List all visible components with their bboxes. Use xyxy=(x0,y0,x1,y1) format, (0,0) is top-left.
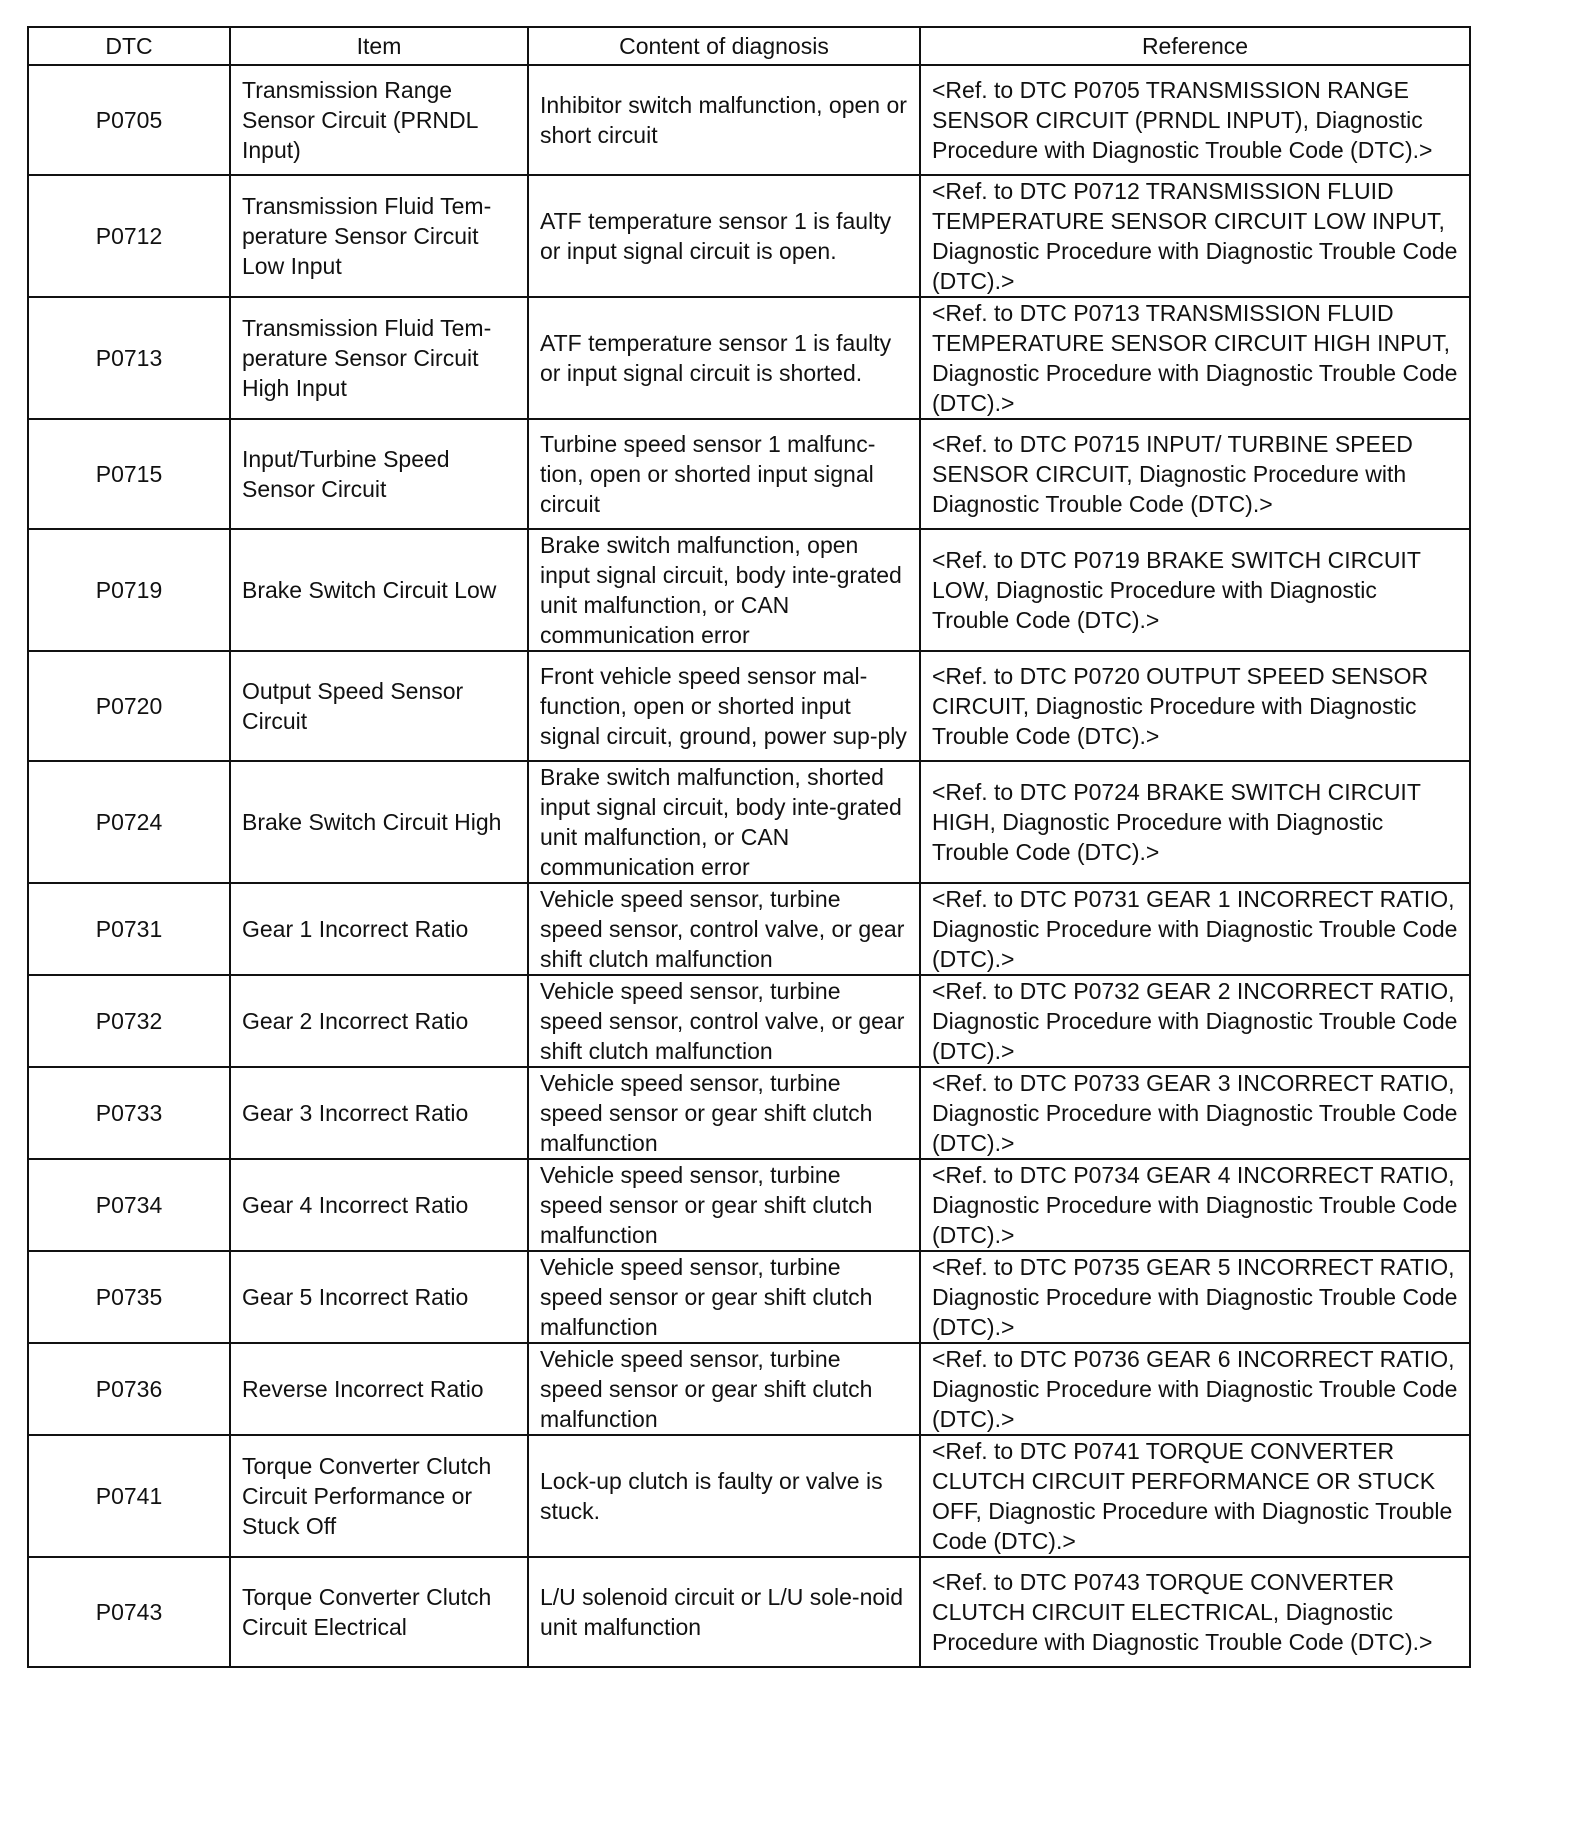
diagnosis-content-cell: Vehicle speed sensor, turbine speed sensor, control valve, or gear shift clutch malfunction xyxy=(528,883,920,975)
reference-cell: <Ref. to DTC P0734 GEAR 4 INCORRECT RATIO, Diagnostic Procedure with Diagnostic Trouble Code (DTC).> xyxy=(920,1159,1470,1251)
table-row xyxy=(28,419,1470,529)
dtc-code-cell: P0732 xyxy=(28,975,230,1067)
item-cell: Reverse Incorrect Ratio xyxy=(230,1343,528,1435)
diagnosis-content-cell: Inhibitor switch malfunction, open or short circuit xyxy=(528,65,920,175)
dtc-code-cell: P0712 xyxy=(28,175,230,297)
table-body xyxy=(28,65,1470,1667)
table-row xyxy=(28,1067,1470,1159)
reference-cell: <Ref. to DTC P0731 GEAR 1 INCORRECT RATIO, Diagnostic Procedure with Diagnostic Trouble Code (DTC).> xyxy=(920,883,1470,975)
reference-cell: <Ref. to DTC P0736 GEAR 6 INCORRECT RATIO, Diagnostic Procedure with Diagnostic Trouble Code (DTC).> xyxy=(920,1343,1470,1435)
diagnosis-content-cell: ATF temperature sensor 1 is faulty or input signal circuit is open. xyxy=(528,175,920,297)
table-row xyxy=(28,1435,1470,1557)
dtc-code-cell: P0735 xyxy=(28,1251,230,1343)
diagnosis-content-cell: L/U solenoid circuit or L/U sole-noid unit malfunction xyxy=(528,1557,920,1667)
item-cell: Gear 4 Incorrect Ratio xyxy=(230,1159,528,1251)
header-content-of-diagnosis: Content of diagnosis xyxy=(528,27,920,65)
table-row xyxy=(28,975,1470,1067)
dtc-code-cell: P0736 xyxy=(28,1343,230,1435)
reference-cell: <Ref. to DTC P0712 TRANSMISSION FLUID TEMPERATURE SENSOR CIRCUIT LOW INPUT, Diagnostic Procedure with Diagnostic Trouble Code (DTC).> xyxy=(920,175,1470,297)
table-row xyxy=(28,175,1470,297)
reference-cell: <Ref. to DTC P0732 GEAR 2 INCORRECT RATIO, Diagnostic Procedure with Diagnostic Trouble Code (DTC).> xyxy=(920,975,1470,1067)
diagnosis-content-cell: Turbine speed sensor 1 malfunc-tion, open or shorted input signal circuit xyxy=(528,419,920,529)
diagnosis-content-cell: Vehicle speed sensor, turbine speed sensor or gear shift clutch malfunction xyxy=(528,1067,920,1159)
reference-cell: <Ref. to DTC P0735 GEAR 5 INCORRECT RATIO, Diagnostic Procedure with Diagnostic Trouble Code (DTC).> xyxy=(920,1251,1470,1343)
header-row xyxy=(28,27,1470,65)
item-cell: Output Speed Sensor Circuit xyxy=(230,651,528,761)
table-row xyxy=(28,1251,1470,1343)
item-cell: Transmission Fluid Tem-perature Sensor Circuit Low Input xyxy=(230,175,528,297)
dtc-code-cell: P0743 xyxy=(28,1557,230,1667)
dtc-code-cell: P0734 xyxy=(28,1159,230,1251)
table-row xyxy=(28,1557,1470,1667)
diagnosis-content-cell: Front vehicle speed sensor mal-function, open or shorted input signal circuit, ground, power sup-ply xyxy=(528,651,920,761)
dtc-table xyxy=(27,26,1471,1668)
table-row xyxy=(28,883,1470,975)
diagnosis-content-cell: Vehicle speed sensor, turbine speed sensor, control valve, or gear shift clutch malfunction xyxy=(528,975,920,1067)
dtc-code-cell: P0715 xyxy=(28,419,230,529)
dtc-code-cell: P0719 xyxy=(28,529,230,651)
dtc-code-cell: P0724 xyxy=(28,761,230,883)
diagnosis-content-cell: Vehicle speed sensor, turbine speed sensor or gear shift clutch malfunction xyxy=(528,1251,920,1343)
diagnosis-content-cell: Vehicle speed sensor, turbine speed sensor or gear shift clutch malfunction xyxy=(528,1343,920,1435)
reference-cell: <Ref. to DTC P0719 BRAKE SWITCH CIRCUIT LOW, Diagnostic Procedure with Diagnostic Trouble Code (DTC).> xyxy=(920,529,1470,651)
reference-cell: <Ref. to DTC P0741 TORQUE CONVERTER CLUTCH CIRCUIT PERFORMANCE OR STUCK OFF, Diagnostic Procedure with Diagnostic Trouble Code (DTC).> xyxy=(920,1435,1470,1557)
item-cell: Brake Switch Circuit High xyxy=(230,761,528,883)
item-cell: Torque Converter Clutch Circuit Electrical xyxy=(230,1557,528,1667)
diagnosis-content-cell: Brake switch malfunction, shorted input signal circuit, body inte-grated unit malfunction, or CAN communication error xyxy=(528,761,920,883)
item-cell: Gear 5 Incorrect Ratio xyxy=(230,1251,528,1343)
reference-cell: <Ref. to DTC P0705 TRANSMISSION RANGE SENSOR CIRCUIT (PRNDL INPUT), Diagnostic Procedure with Diagnostic Trouble Code (DTC).> xyxy=(920,65,1470,175)
reference-cell: <Ref. to DTC P0713 TRANSMISSION FLUID TEMPERATURE SENSOR CIRCUIT HIGH INPUT, Diagnostic Procedure with Diagnostic Trouble Code (DTC).> xyxy=(920,297,1470,419)
table-row xyxy=(28,65,1470,175)
reference-cell: <Ref. to DTC P0733 GEAR 3 INCORRECT RATIO, Diagnostic Procedure with Diagnostic Trouble Code (DTC).> xyxy=(920,1067,1470,1159)
table-row xyxy=(28,297,1470,419)
table-row xyxy=(28,761,1470,883)
dtc-code-cell: P0720 xyxy=(28,651,230,761)
diagnosis-content-cell: Lock-up clutch is faulty or valve is stuck. xyxy=(528,1435,920,1557)
item-cell: Transmission Fluid Tem-perature Sensor Circuit High Input xyxy=(230,297,528,419)
table-header xyxy=(28,27,1470,65)
diagnosis-content-cell: Vehicle speed sensor, turbine speed sensor or gear shift clutch malfunction xyxy=(528,1159,920,1251)
item-cell: Torque Converter Clutch Circuit Performance or Stuck Off xyxy=(230,1435,528,1557)
dtc-code-cell: P0741 xyxy=(28,1435,230,1557)
table-row xyxy=(28,529,1470,651)
item-cell: Gear 1 Incorrect Ratio xyxy=(230,883,528,975)
dtc-code-cell: P0705 xyxy=(28,65,230,175)
diagnosis-content-cell: ATF temperature sensor 1 is faulty or input signal circuit is shorted. xyxy=(528,297,920,419)
item-cell: Gear 3 Incorrect Ratio xyxy=(230,1067,528,1159)
header-item: Item xyxy=(230,27,528,65)
header-dtc: DTC xyxy=(28,27,230,65)
item-cell: Gear 2 Incorrect Ratio xyxy=(230,975,528,1067)
reference-cell: <Ref. to DTC P0715 INPUT/ TURBINE SPEED SENSOR CIRCUIT, Diagnostic Procedure with Diagnostic Trouble Code (DTC).> xyxy=(920,419,1470,529)
dtc-code-cell: P0733 xyxy=(28,1067,230,1159)
header-reference: Reference xyxy=(920,27,1470,65)
item-cell: Input/Turbine Speed Sensor Circuit xyxy=(230,419,528,529)
table-row xyxy=(28,651,1470,761)
reference-cell: <Ref. to DTC P0743 TORQUE CONVERTER CLUTCH CIRCUIT ELECTRICAL, Diagnostic Procedure with Diagnostic Trouble Code (DTC).> xyxy=(920,1557,1470,1667)
item-cell: Transmission Range Sensor Circuit (PRNDL Input) xyxy=(230,65,528,175)
dtc-code-cell: P0731 xyxy=(28,883,230,975)
diagnosis-content-cell: Brake switch malfunction, open input signal circuit, body inte-grated unit malfunction, or CAN communication error xyxy=(528,529,920,651)
table-row xyxy=(28,1343,1470,1435)
table-row xyxy=(28,1159,1470,1251)
dtc-code-cell: P0713 xyxy=(28,297,230,419)
reference-cell: <Ref. to DTC P0724 BRAKE SWITCH CIRCUIT HIGH, Diagnostic Procedure with Diagnostic Trouble Code (DTC).> xyxy=(920,761,1470,883)
item-cell: Brake Switch Circuit Low xyxy=(230,529,528,651)
reference-cell: <Ref. to DTC P0720 OUTPUT SPEED SENSOR CIRCUIT, Diagnostic Procedure with Diagnostic Trouble Code (DTC).> xyxy=(920,651,1470,761)
